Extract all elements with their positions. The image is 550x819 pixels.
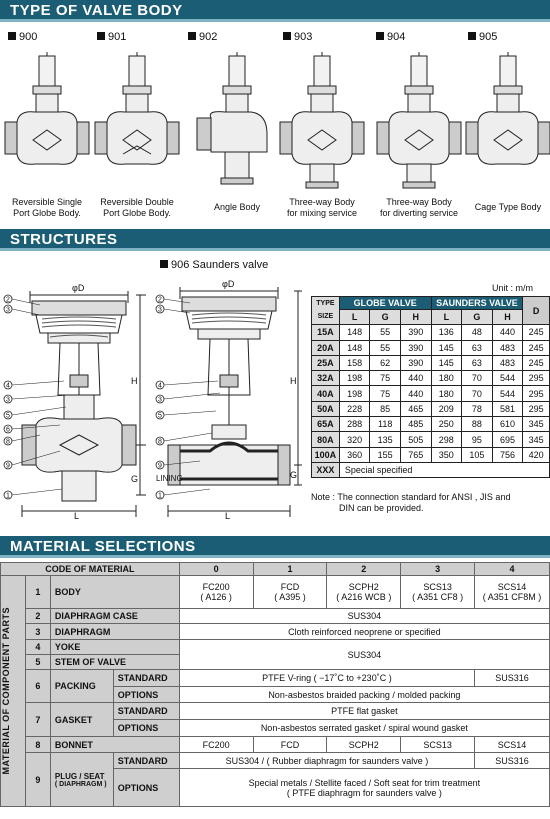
diaphragm-value: Cloth reinforced neoprene or specified: [179, 624, 549, 640]
dim-value-cell: 62: [370, 355, 401, 370]
bonnet-mat-2: SCPH2: [327, 737, 401, 753]
svg-text:8: 8: [158, 438, 162, 446]
dim-value-cell: 180: [431, 371, 462, 386]
dim-value-cell: 756: [492, 447, 523, 462]
code-3: 3: [401, 563, 475, 576]
valve-body-drawings: [0, 44, 550, 194]
dim-g-right: G: [290, 470, 298, 480]
dim-value-cell: 440: [400, 386, 431, 401]
valve-type-5-code: 905: [468, 31, 497, 43]
body-mat-2: SCPH2 ( A216 WCB ): [327, 576, 401, 609]
dim-value-cell: 250: [431, 417, 462, 432]
svg-text:4: 4: [6, 382, 10, 390]
dim-value-cell: 55: [370, 340, 401, 355]
dim-value-cell: 145: [431, 355, 462, 370]
section-title-materials: MATERIAL SELECTIONS: [0, 536, 550, 558]
dim-col-header-3: L: [431, 310, 462, 325]
yoke-label: YOKE: [50, 640, 179, 655]
packing-options-label: OPTIONS: [113, 687, 179, 703]
gasket-options-value: Non-asbestos serrated gasket / spiral wound gasket: [179, 720, 549, 737]
plug-standard-value-2: SUS316: [475, 753, 550, 769]
dim-value-cell: 298: [431, 432, 462, 447]
dim-value-cell: 85: [370, 401, 401, 416]
valve-type-2-code: 902: [188, 31, 217, 43]
saunders-valve-header: SAUNDERS VALVE: [431, 297, 523, 310]
dim-value-cell: 75: [370, 386, 401, 401]
dim-value-cell: 544: [492, 386, 523, 401]
dim-row: [312, 371, 550, 386]
dim-value-cell: 390: [400, 340, 431, 355]
dim-value-cell: 95: [462, 432, 493, 447]
dim-size-cell: 50A: [312, 401, 340, 416]
dim-value-cell: 63: [462, 355, 493, 370]
dim-value-cell: 118: [370, 417, 401, 432]
packing-standard-value: PTFE V-ring ( −17˚C to +230˚C ): [179, 670, 474, 687]
dim-value-cell: 505: [400, 432, 431, 447]
dim-value-cell: 350: [431, 447, 462, 462]
dim-value-cell: 295: [523, 386, 550, 401]
dim-row: [312, 432, 550, 447]
dim-value-cell: 483: [492, 340, 523, 355]
dimension-table: [311, 296, 550, 478]
dim-value-cell: 48: [462, 325, 493, 340]
row-num-9: 9: [25, 753, 50, 807]
code-0: 0: [179, 563, 253, 576]
dim-value-cell: 70: [462, 371, 493, 386]
valve-body-drawing-0: [5, 52, 89, 164]
bullet-square-icon: [8, 32, 16, 40]
svg-text:6: 6: [6, 426, 10, 434]
diaphragm-label: DIAPHRAGM: [50, 624, 179, 640]
svg-text:3: 3: [6, 396, 10, 404]
bullet-square-icon: [188, 32, 196, 40]
lining-label: LINING: [156, 474, 183, 483]
bullet-square-icon: [283, 32, 291, 40]
dim-value-cell: 440: [492, 325, 523, 340]
valve-body-drawing-4: [377, 52, 461, 188]
dim-value-cell: 581: [492, 401, 523, 416]
valve-type-0-code: 900: [8, 31, 37, 43]
valve-type-5-caption: Cage Type Body: [474, 202, 542, 212]
dim-value-cell: 360: [339, 447, 370, 462]
dim-row: [312, 325, 550, 340]
code-4: 4: [475, 563, 550, 576]
stem-label: STEM OF VALVE: [50, 655, 179, 670]
body-mat-1: FCD ( A395 ): [253, 576, 327, 609]
gasket-label: GASKET: [50, 703, 113, 737]
valve-body-drawing-1: [95, 52, 179, 164]
dim-value-cell: 390: [400, 325, 431, 340]
plug-standard-label: STANDARD: [113, 753, 179, 769]
body-mat-0: FC200 ( A126 ): [179, 576, 253, 609]
dim-value-cell: 245: [523, 325, 550, 340]
dim-size-cell: 65A: [312, 417, 340, 432]
globe-valve-header: GLOBE VALVE: [339, 297, 431, 310]
dim-size-cell: 32A: [312, 371, 340, 386]
dim-value-cell: 158: [339, 355, 370, 370]
valve-type-4-caption: Three-way Body for diverting service: [379, 197, 459, 218]
code-of-material-header: CODE OF MATERIAL: [1, 563, 180, 576]
svg-text:3: 3: [6, 306, 10, 314]
dim-value-cell: 420: [523, 447, 550, 462]
svg-text:1: 1: [158, 492, 162, 500]
bullet-square-icon: [468, 32, 476, 40]
valve-body-drawing-2: [197, 52, 267, 184]
dim-phid-right: φD: [222, 279, 235, 289]
material-table: [0, 562, 550, 807]
row-num-6: 6: [25, 670, 50, 703]
dim-size-cell: 40A: [312, 386, 340, 401]
dim-value-cell: 148: [339, 325, 370, 340]
plug-standard-value: SUS304 / ( Rubber diaphragm for saunders valve ): [179, 753, 474, 769]
svg-text:9: 9: [158, 462, 162, 470]
dim-value-cell: 390: [400, 355, 431, 370]
dim-col-header-1: G: [370, 310, 401, 325]
dim-row: [312, 340, 550, 355]
diaphragm-case-label: DIAPHRAGM CASE: [50, 609, 179, 624]
dim-h-left: H: [131, 376, 138, 386]
body-mat-4: SCS14 ( A351 CF8M ): [475, 576, 550, 609]
gasket-options-label: OPTIONS: [113, 720, 179, 737]
valve-type-1-code: 901: [97, 31, 126, 43]
svg-text:9: 9: [6, 462, 10, 470]
valve-type-4-code: 904: [376, 31, 405, 43]
svg-text:4: 4: [158, 382, 162, 390]
row-num-5: 5: [25, 655, 50, 670]
dim-value-cell: 440: [400, 371, 431, 386]
row-num-1: 1: [25, 576, 50, 609]
bullet-square-icon: [160, 260, 168, 268]
dim-value-cell: 228: [339, 401, 370, 416]
valve-body-drawing-5: [466, 52, 550, 164]
dim-value-cell: 78: [462, 401, 493, 416]
body-mat-3: SCS13 ( A351 CF8 ): [401, 576, 475, 609]
row-num-7: 7: [25, 703, 50, 737]
dim-value-cell: 485: [400, 417, 431, 432]
row-num-4: 4: [25, 640, 50, 655]
dim-size-cell: 100A: [312, 447, 340, 462]
dim-value-cell: 55: [370, 325, 401, 340]
dim-value-cell: 345: [523, 417, 550, 432]
dim-row: [312, 355, 550, 370]
row-num-8: 8: [25, 737, 50, 753]
dim-col-header-4: G: [462, 310, 493, 325]
dim-value-cell: 610: [492, 417, 523, 432]
bonnet-mat-0: FC200: [179, 737, 253, 753]
svg-text:2: 2: [158, 296, 162, 304]
dim-value-cell: 198: [339, 386, 370, 401]
dim-g-left: G: [131, 474, 139, 484]
code-2: 2: [327, 563, 401, 576]
dim-value-cell: 136: [431, 325, 462, 340]
dim-value-cell: 544: [492, 371, 523, 386]
svg-text:3: 3: [158, 396, 162, 404]
section-title-structures: STRUCTURES: [0, 229, 550, 251]
size-header: SIZE: [312, 310, 340, 325]
saunders-valve-title: [160, 259, 268, 271]
dim-h-right: H: [290, 376, 297, 386]
dim-col-header-5: H: [492, 310, 523, 325]
dim-value-cell: 295: [523, 401, 550, 416]
dim-value-cell: 483: [492, 355, 523, 370]
bonnet-mat-3: SCS13: [401, 737, 475, 753]
valve-type-2-caption: Angle Body: [213, 202, 261, 212]
packing-standard-value-2: SUS316: [475, 670, 550, 687]
valve-type-3-code: 903: [283, 31, 312, 43]
dim-size-cell: 20A: [312, 340, 340, 355]
dim-value-cell: 765: [400, 447, 431, 462]
dim-l-right: L: [225, 511, 231, 521]
special-specified-cell: Special specified: [339, 462, 549, 477]
svg-text:3: 3: [158, 306, 162, 314]
diaphragm-case-value: SUS304: [179, 609, 549, 624]
xxx-cell: XXX: [312, 462, 340, 477]
unit-label: Unit : m/m: [492, 283, 534, 293]
svg-text:8: 8: [6, 438, 10, 446]
svg-text:1: 1: [6, 492, 10, 500]
dim-row: [312, 417, 550, 432]
dim-row: [312, 386, 550, 401]
dim-value-cell: 320: [339, 432, 370, 447]
plug-options-value: Special metals / Stellite faced / Soft seat for trim treatment ( PTFE diaphragm for saunders valve ): [179, 769, 549, 807]
dim-value-cell: 88: [462, 417, 493, 432]
dim-phid-left: φD: [72, 283, 85, 293]
dim-value-cell: 288: [339, 417, 370, 432]
valve-type-0-caption: Reversible Single Port Globe Body.: [11, 197, 83, 218]
plug-seat-label: PLUG / SEAT ( DIAPHRAGM ): [50, 753, 113, 807]
bonnet-mat-1: FCD: [253, 737, 327, 753]
dim-value-cell: 155: [370, 447, 401, 462]
component-parts-side-label: [1, 576, 26, 807]
gasket-standard-value: PTFE flat gasket: [179, 703, 549, 720]
dim-value-cell: 70: [462, 386, 493, 401]
dim-size-cell: 25A: [312, 355, 340, 370]
dim-value-cell: 75: [370, 371, 401, 386]
dim-value-cell: 105: [462, 447, 493, 462]
dim-value-cell: 295: [523, 371, 550, 386]
dim-row: [312, 447, 550, 462]
yoke-stem-value: SUS304: [179, 640, 549, 670]
row-num-3: 3: [25, 624, 50, 640]
bullet-square-icon: [376, 32, 384, 40]
dim-value-cell: 245: [523, 355, 550, 370]
svg-text:5: 5: [158, 412, 162, 420]
dim-value-cell: 63: [462, 340, 493, 355]
note-line-2: DIN can be provided.: [339, 503, 424, 513]
dim-size-cell: 80A: [312, 432, 340, 447]
packing-options-value: Non-asbestos braided packing / molded packing: [179, 687, 549, 703]
type-header: TYPE: [312, 297, 340, 310]
dim-col-header-0: L: [339, 310, 370, 325]
code-1: 1: [253, 563, 327, 576]
dim-col-header-2: H: [400, 310, 431, 325]
dim-value-cell: 135: [370, 432, 401, 447]
dim-row: [312, 401, 550, 416]
dim-value-cell: 245: [523, 340, 550, 355]
note-line-1: Note : The connection standard for ANSI , JIS and: [311, 492, 511, 502]
dim-value-cell: 148: [339, 340, 370, 355]
dim-l-left: L: [74, 511, 80, 521]
gasket-standard-label: STANDARD: [113, 703, 179, 720]
body-label: BODY: [50, 576, 179, 609]
packing-standard-label: STANDARD: [113, 670, 179, 687]
dim-value-cell: 209: [431, 401, 462, 416]
dim-value-cell: 145: [431, 340, 462, 355]
dim-value-cell: 465: [400, 401, 431, 416]
row-num-2: 2: [25, 609, 50, 624]
dim-value-cell: 180: [431, 386, 462, 401]
bonnet-mat-4: SCS14: [475, 737, 550, 753]
dim-value-cell: 198: [339, 371, 370, 386]
valve-type-1-caption: Reversible Double Port Globe Body.: [100, 197, 174, 218]
dim-value-cell: 345: [523, 432, 550, 447]
bullet-square-icon: [97, 32, 105, 40]
bonnet-label: BONNET: [50, 737, 179, 753]
saunders-valve-label: 906 Saunders valve: [171, 259, 269, 271]
packing-label: PACKING: [50, 670, 113, 703]
side-label-text: MATERIAL OF COMPONENT PARTS: [1, 607, 11, 775]
dim-size-cell: 15A: [312, 325, 340, 340]
d-header: D: [523, 297, 550, 325]
plug-options-label: OPTIONS: [113, 769, 179, 807]
dim-value-cell: 695: [492, 432, 523, 447]
section-title-valve-body: TYPE OF VALVE BODY: [0, 0, 550, 22]
valve-body-drawing-3: [280, 52, 364, 188]
svg-text:2: 2: [6, 296, 10, 304]
svg-text:5: 5: [6, 412, 10, 420]
structure-drawings: [0, 275, 310, 525]
valve-type-3-caption: Three-way Body for mixing service: [286, 197, 358, 218]
